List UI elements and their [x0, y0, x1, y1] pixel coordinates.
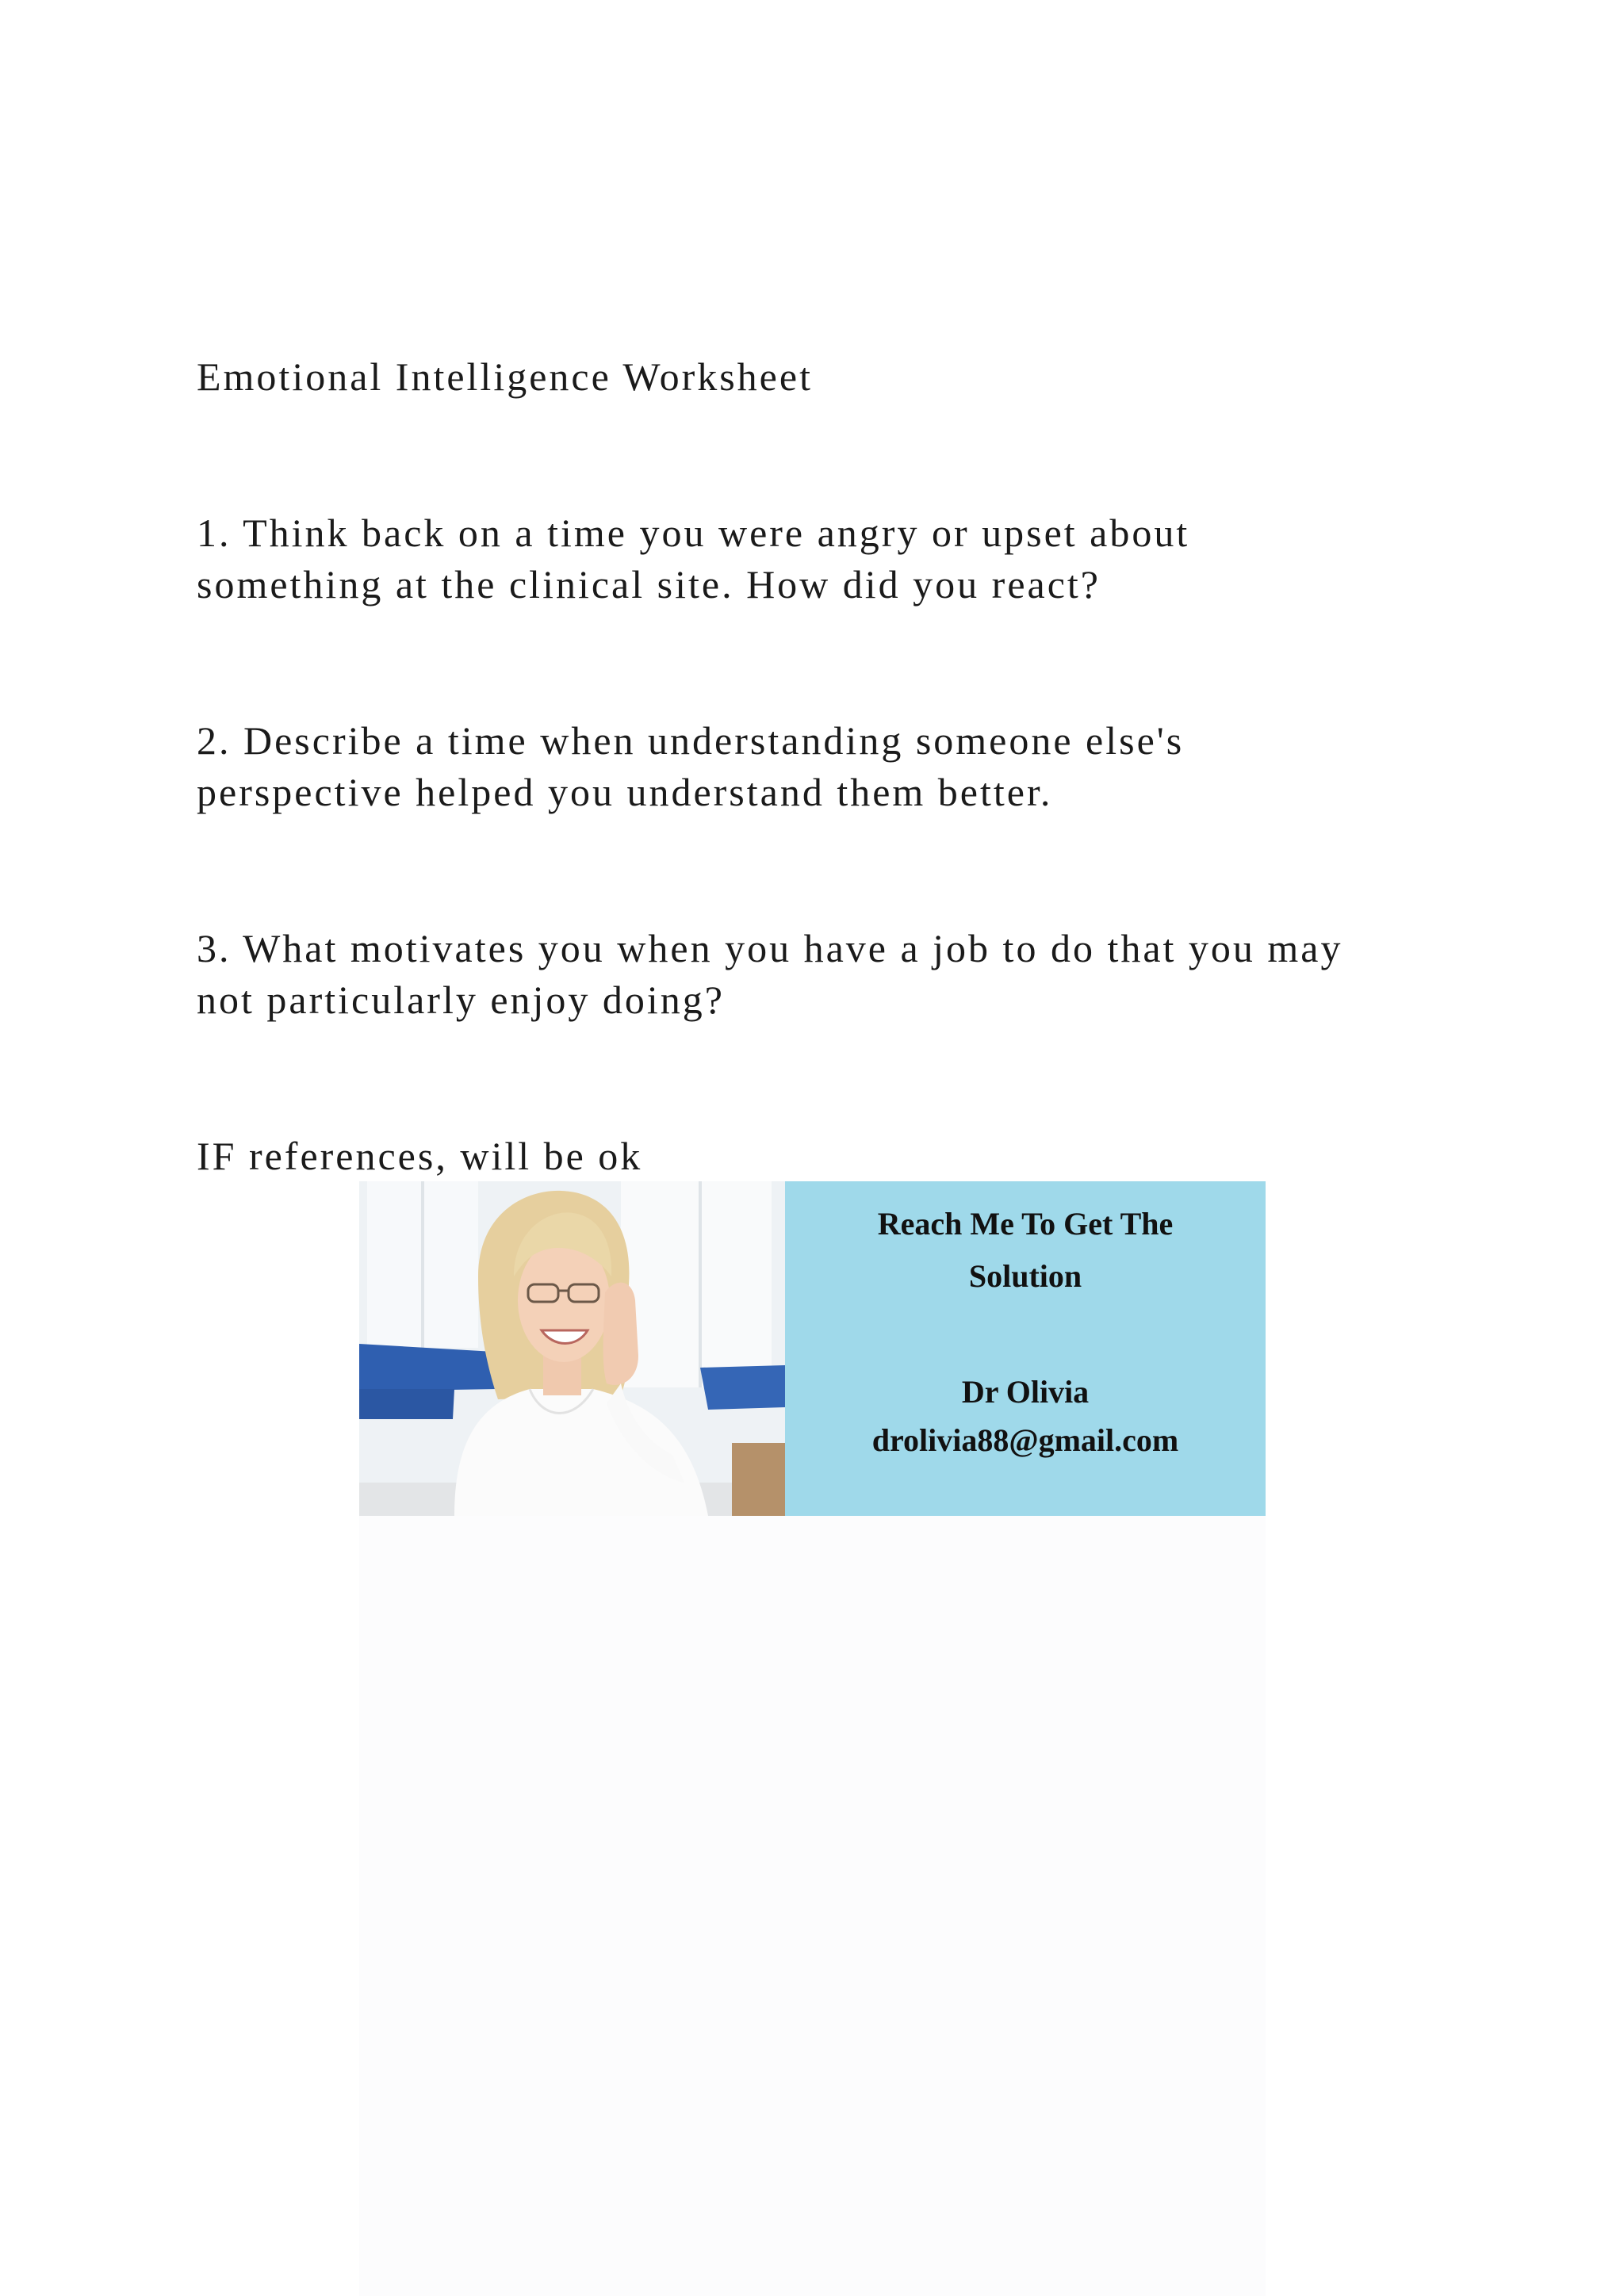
contact-name: Dr Olivia: [961, 1374, 1090, 1410]
contact-email[interactable]: drolivia88@gmail.com: [871, 1422, 1179, 1458]
contact-heading-line-2: Solution: [968, 1258, 1082, 1294]
contact-heading-line-1: Reach Me To Get The: [877, 1206, 1174, 1242]
question-1-line-1: 1. Think back on a time you were angry or upset about: [197, 511, 1190, 555]
question-2-line-1: 2. Describe a time when understanding someone else's: [197, 718, 1185, 763]
question-1-line-2: something at the clinical site. How did you react?: [197, 562, 1101, 607]
question-3-line-2: not particularly enjoy doing?: [197, 978, 726, 1022]
question-3-line-1: 3. What motivates you when you have a job to do that you may: [197, 926, 1343, 970]
blank-area: [359, 1516, 1266, 2296]
document-title: Emotional Intelligence Worksheet: [197, 354, 813, 399]
contact-panel: [785, 1181, 1266, 1516]
references-note: IF references, will be ok: [197, 1134, 643, 1178]
question-2-line-2: perspective helped you understand them better.: [197, 770, 1053, 814]
woman-photo: [359, 1181, 785, 1516]
woman-photo-illustration: [359, 1181, 785, 1516]
contact-banner: [359, 1181, 1266, 1516]
